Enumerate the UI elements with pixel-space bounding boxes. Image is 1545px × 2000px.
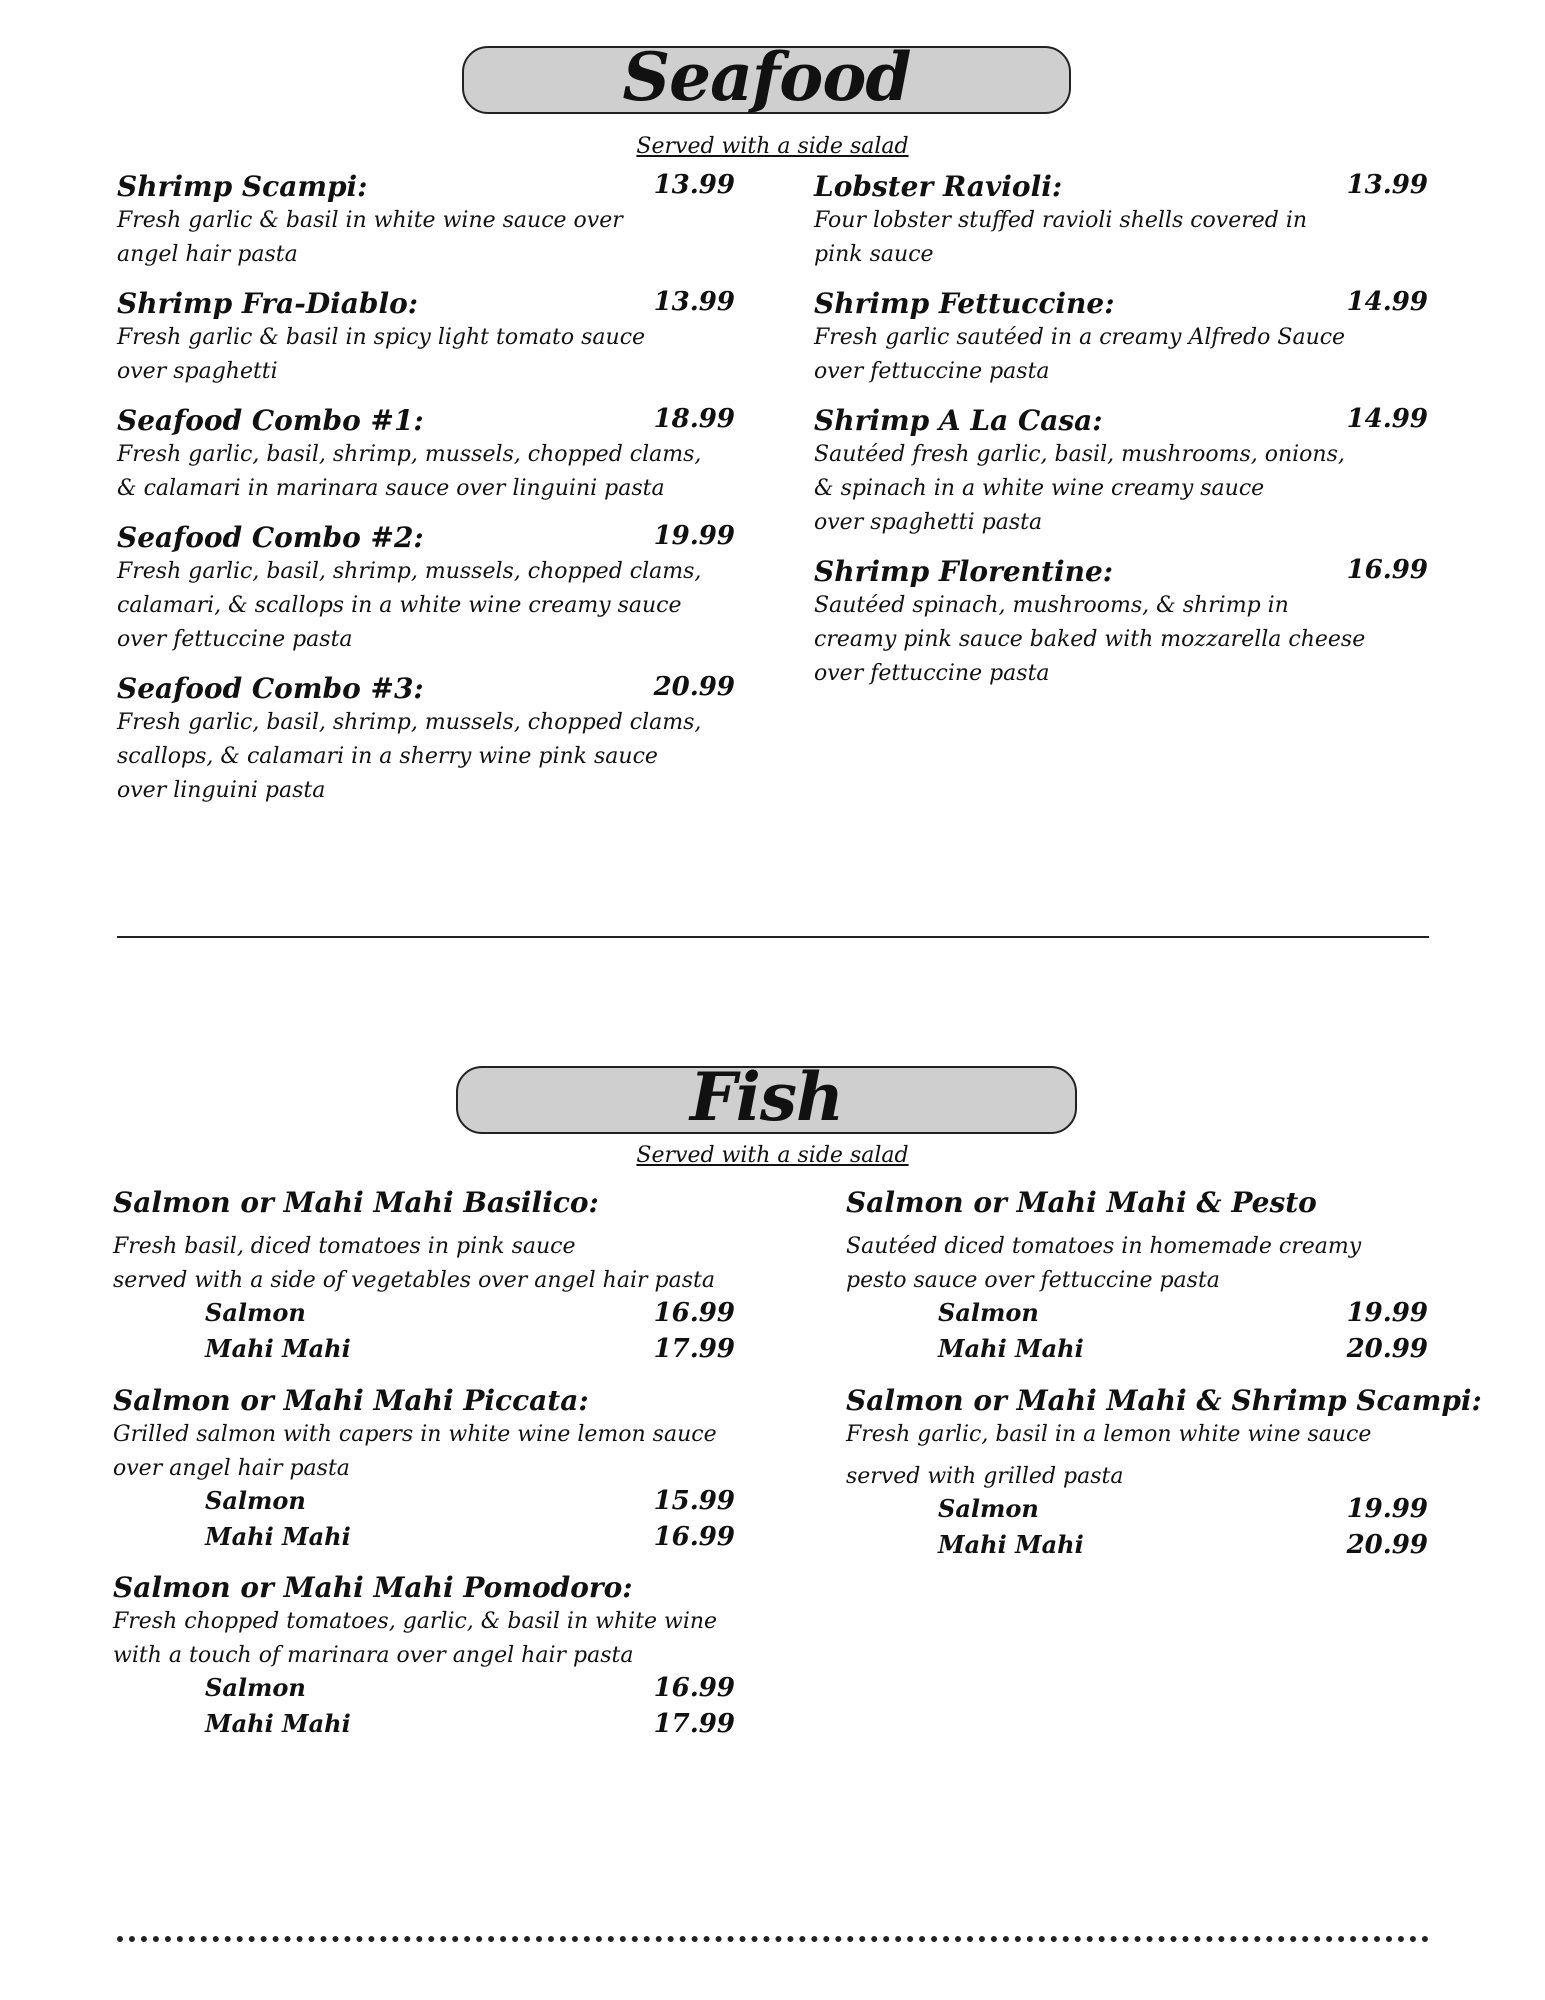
- variant-price: 17.99: [653, 1709, 735, 1739]
- item-description: Four lobster stuffed ravioli shells covered in: [814, 208, 1308, 233]
- variant-row: [113, 1334, 735, 1370]
- item-name: Shrimp Florentine:: [814, 555, 1114, 588]
- item-description: Sautéed fresh garlic, basil, mushrooms, onions,: [814, 442, 1345, 467]
- item-description: over spaghetti pasta: [814, 510, 1043, 535]
- item-price: 13.99: [653, 287, 735, 317]
- variant-price: 15.99: [653, 1486, 735, 1516]
- item-description: with a touch of marinara over angel hair pasta: [113, 1643, 634, 1668]
- item-name: Salmon or Mahi Mahi & Shrimp Scampi:: [846, 1384, 1482, 1417]
- variant-name: Mahi Mahi: [205, 1522, 351, 1551]
- item-description: Fresh garlic, basil, shrimp, mussels, chopped clams,: [117, 710, 702, 735]
- menu-item: [117, 170, 735, 272]
- variant-row: [846, 1494, 1428, 1530]
- variant-price: 19.99: [1346, 1494, 1428, 1524]
- item-description: over fettuccine pasta: [117, 627, 353, 652]
- item-price: 20.99: [653, 672, 735, 702]
- menu-item: [117, 404, 735, 506]
- fish-banner: [456, 1058, 1077, 1136]
- item-name: Seafood Combo #3:: [117, 672, 424, 705]
- menu-item: [846, 1186, 1428, 1370]
- variant-name: Salmon: [938, 1494, 1039, 1523]
- seafood-banner: [462, 38, 1071, 116]
- seafood-right-column: [814, 170, 1428, 710]
- item-description: served with grilled pasta: [846, 1464, 1124, 1489]
- variant-name: Mahi Mahi: [938, 1334, 1084, 1363]
- variant-name: Salmon: [205, 1486, 306, 1515]
- item-price: 14.99: [1346, 287, 1428, 317]
- item-description: Grilled salmon with capers in white wine lemon sauce: [113, 1422, 717, 1447]
- item-name: Shrimp A La Casa:: [814, 404, 1103, 437]
- item-description: pink sauce: [814, 242, 934, 267]
- variant-name: Mahi Mahi: [205, 1334, 351, 1363]
- menu-item: [814, 287, 1428, 389]
- variant-row: [846, 1334, 1428, 1370]
- variant-price: 16.99: [653, 1298, 735, 1328]
- item-name: Lobster Ravioli:: [814, 170, 1063, 203]
- menu-item: [113, 1571, 735, 1745]
- seafood-left-column: [117, 170, 735, 810]
- item-description: Fresh garlic, basil in a lemon white wine sauce: [846, 1422, 1372, 1447]
- variant-name: Salmon: [205, 1298, 306, 1327]
- item-description: scallops, & calamari in a sherry wine pink sauce: [117, 744, 658, 769]
- item-description: over linguini pasta: [117, 778, 326, 803]
- menu-item: [814, 170, 1428, 272]
- menu-item: [117, 521, 735, 657]
- item-description: Fresh garlic & basil in white wine sauce over: [117, 208, 623, 233]
- item-name: Shrimp Fra-Diablo:: [117, 287, 419, 320]
- item-price: 13.99: [653, 170, 735, 200]
- variant-price: 16.99: [653, 1673, 735, 1703]
- dotted-divider: [117, 1936, 1429, 1942]
- item-description: Fresh basil, diced tomatoes in pink sauce: [113, 1234, 576, 1259]
- item-description: & calamari in marinara sauce over linguini pasta: [117, 476, 665, 501]
- fish-subtitle: Served with a side salad: [636, 1143, 909, 1168]
- menu-item: [117, 672, 735, 808]
- menu-item: [113, 1186, 735, 1370]
- item-name: Salmon or Mahi Mahi Pomodoro:: [113, 1571, 633, 1604]
- item-description: Fresh chopped tomatoes, garlic, & basil in white wine: [113, 1609, 718, 1634]
- item-description: over angel hair pasta: [113, 1456, 350, 1481]
- variant-row: [113, 1486, 735, 1522]
- item-name: Seafood Combo #2:: [117, 521, 424, 554]
- item-description: over spaghetti: [117, 359, 278, 384]
- variant-name: Salmon: [205, 1673, 306, 1702]
- item-name: Shrimp Scampi:: [117, 170, 368, 203]
- item-description: creamy pink sauce baked with mozzarella cheese: [814, 627, 1366, 652]
- variant-price: 20.99: [1346, 1334, 1428, 1364]
- item-price: 18.99: [653, 404, 735, 434]
- item-price: 13.99: [1346, 170, 1428, 200]
- item-name: Salmon or Mahi Mahi Piccata:: [113, 1384, 589, 1417]
- item-name: Salmon or Mahi Mahi Basilico:: [113, 1186, 599, 1219]
- item-description: Fresh garlic & basil in spicy light tomato sauce: [117, 325, 646, 350]
- item-description: over fettuccine pasta: [814, 359, 1050, 384]
- variant-name: Salmon: [938, 1298, 1039, 1327]
- item-description: Fresh garlic sautéed in a creamy Alfredo Sauce: [814, 325, 1346, 350]
- item-price: 16.99: [1346, 555, 1428, 585]
- variant-price: 19.99: [1346, 1298, 1428, 1328]
- fish-title: Fish: [689, 1058, 844, 1136]
- variant-price: 20.99: [1346, 1530, 1428, 1560]
- item-description: calamari, & scallops in a white wine creamy sauce: [117, 593, 682, 618]
- menu-item: [117, 287, 735, 389]
- variant-row: [846, 1298, 1428, 1334]
- variant-row: [113, 1522, 735, 1558]
- fish-left-column: [113, 1186, 735, 1746]
- variant-row: [113, 1298, 735, 1334]
- variant-price: 16.99: [653, 1522, 735, 1552]
- menu-item: [814, 404, 1428, 540]
- item-name: Seafood Combo #1:: [117, 404, 424, 437]
- item-description: & spinach in a white wine creamy sauce: [814, 476, 1265, 501]
- variant-name: Mahi Mahi: [938, 1530, 1084, 1559]
- item-description: pesto sauce over fettuccine pasta: [846, 1268, 1220, 1293]
- item-name: Salmon or Mahi Mahi & Pesto: [846, 1186, 1317, 1219]
- menu-item: [113, 1384, 735, 1558]
- section-divider: [117, 936, 1429, 938]
- variant-price: 17.99: [653, 1334, 735, 1364]
- item-description: Fresh garlic, basil, shrimp, mussels, chopped clams,: [117, 559, 702, 584]
- item-price: 19.99: [653, 521, 735, 551]
- variant-row: [846, 1530, 1428, 1566]
- item-price: 14.99: [1346, 404, 1428, 434]
- seafood-subtitle: Served with a side salad: [636, 134, 909, 159]
- menu-item: [814, 555, 1428, 691]
- fish-right-column: [846, 1186, 1482, 1586]
- item-description: angel hair pasta: [117, 242, 298, 267]
- item-description: Fresh garlic, basil, shrimp, mussels, chopped clams,: [117, 442, 702, 467]
- item-description: served with a side of vegetables over angel hair pasta: [113, 1268, 715, 1293]
- item-description: Sautéed diced tomatoes in homemade creamy: [846, 1234, 1362, 1259]
- variant-row: [113, 1709, 735, 1745]
- variant-name: Mahi Mahi: [205, 1709, 351, 1738]
- seafood-title: Seafood: [622, 38, 911, 116]
- item-name: Shrimp Fettuccine:: [814, 287, 1115, 320]
- menu-item: [846, 1384, 1482, 1566]
- item-description: over fettuccine pasta: [814, 661, 1050, 686]
- item-description: Sautéed spinach, mushrooms, & shrimp in: [814, 593, 1289, 618]
- variant-row: [113, 1673, 735, 1709]
